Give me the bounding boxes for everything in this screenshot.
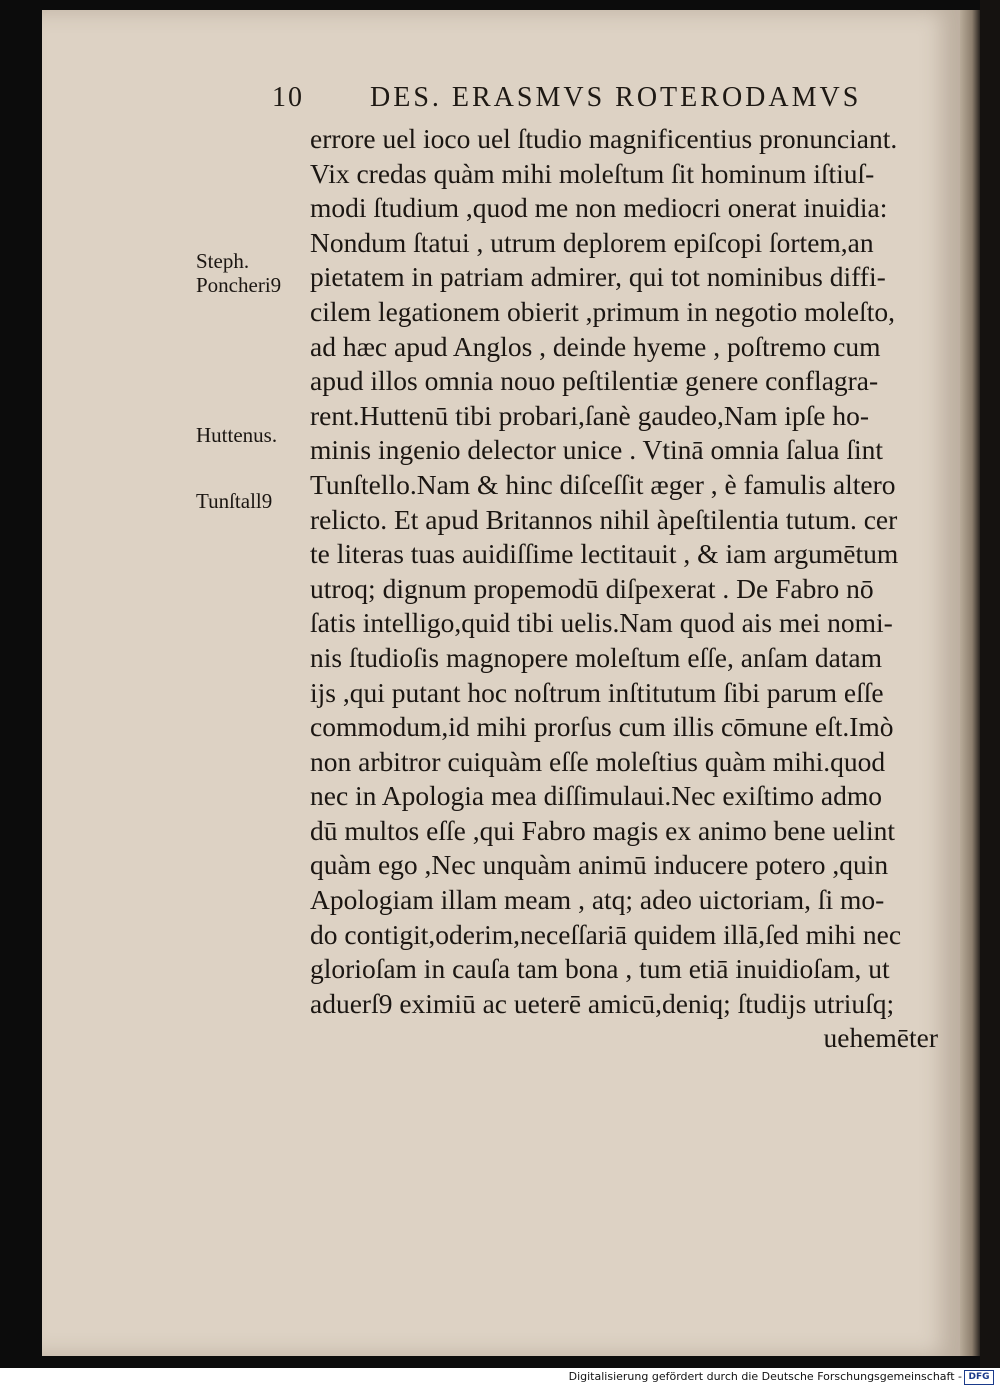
text-line: minis ingenio delector unice . Vtinā omnia ſalua ſint xyxy=(310,434,884,466)
text-line: cilem legationem obierit ,primum in negotio moleſto, xyxy=(310,295,896,327)
text-line: te literas tuas auidiſſime lectitauit , & iam argumētum xyxy=(310,538,899,570)
text-line: Tunſtello.Nam & hinc diſceſſit æger , è famulis altero xyxy=(310,468,896,500)
margin-note-huttenus: Huttenus. xyxy=(196,423,278,447)
text-line: errore uel ioco uel ſtudio magnificentius pronunciant. xyxy=(310,123,898,154)
text-line: aduerſ9 eximiū ac ueterē amicū,deniq; ſtudijs utriuſq; xyxy=(310,987,895,1019)
text-line: Apologiam illam meam , atq; adeo uictoriam, ſi mo- xyxy=(310,884,885,916)
text-line: relicto. Et apud Britannos nihil àpeſtilentia tutum. cer xyxy=(310,503,898,535)
text-line: commodum,id mihi prorſus cum illis cōmune eſt.Imò xyxy=(310,711,894,743)
text-line: utroq; dignum propemodū diſpexerat . De Fabro nō xyxy=(310,572,874,604)
text-line: quàm ego ,Nec unquàm animū inducere potero ,quin xyxy=(310,849,889,881)
text-line: apud illos omnia nouo peſtilentiæ genere conflagra- xyxy=(310,365,879,397)
text-line: nis ſtudioſis magnopere moleſtum eſſe, anſam datam xyxy=(310,641,883,673)
margin-note-steph: Steph. xyxy=(196,249,250,273)
text-line: modi ſtudium ,quod me non mediocri onerat inuidia: xyxy=(310,192,888,224)
running-title: DES. ERASMVS ROTERODAMVS xyxy=(370,82,862,113)
text-line: rent.Huttenū tibi probari,ſanè gaudeo,Nam ipſe ho- xyxy=(310,399,869,431)
footer-credit: Digitalisierung gefördert durch die Deutsche Forschungsgemeinschaft - xyxy=(568,1370,962,1383)
text-line: Nondum ſtatui , utrum deplorem epiſcopi ſortem,an xyxy=(310,226,874,258)
text-line: do contigit,oderim,neceſſariā quidem illā,ſed mihi nec xyxy=(310,918,902,950)
digitization-footer xyxy=(0,1368,1000,1387)
text-line: nec in Apologia mea diſſimulaui.Nec exiſtimo admo xyxy=(310,780,883,812)
dfg-logo-icon: DFG xyxy=(964,1370,994,1385)
book-spine xyxy=(980,0,1000,1368)
text-line: ijs ,qui putant hoc noſtrum inſtitutum ſibi parum eſſe xyxy=(310,676,884,708)
body-text xyxy=(310,122,950,1056)
text-line: ſatis intelligo,quid tibi uelis.Nam quod ais mei nomi- xyxy=(310,607,893,639)
text-line: Vix credas quàm mihi moleſtum ſit hominum iſtiuſ- xyxy=(310,157,875,189)
catchword: uehemēter xyxy=(823,1022,938,1054)
text-line: ad hæc apud Anglos , deinde hyeme , poſtremo cum xyxy=(310,330,881,362)
text-line: dū multos eſſe ,qui Fabro magis ex animo bene uelint xyxy=(310,814,896,846)
margin-note-tunstall: Tunſtall9 xyxy=(196,489,273,513)
running-head xyxy=(272,82,912,122)
text-line: pietatem in patriam admirer, qui tot nominibus diffi- xyxy=(310,261,886,293)
text-line: glorioſam in cauſa tam bona , tum etiā inuidioſam, ut xyxy=(310,953,890,985)
page-edge xyxy=(960,10,980,1356)
text-line: non arbitror cuiquàm eſſe moleſtius quàm mihi.quod xyxy=(310,745,886,777)
margin-note-poncheri: Poncheri9 xyxy=(196,273,282,297)
page-number: 10 xyxy=(272,82,304,113)
